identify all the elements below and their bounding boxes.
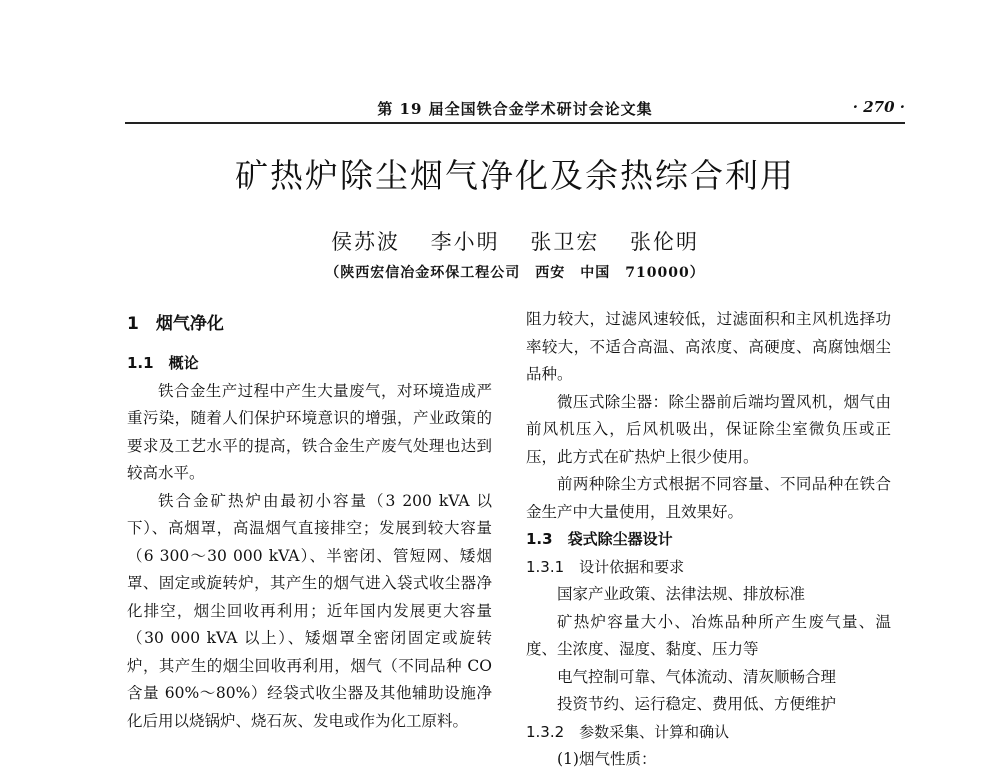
section-heading: 1 烟气净化 xyxy=(127,314,224,334)
list-item: 矿热炉容量大小、冶炼品种所产生废气量、温度、尘浓度、湿度、黏度、压力等 xyxy=(526,612,891,658)
page-number: · 270 · xyxy=(852,98,905,116)
running-header xyxy=(125,98,905,124)
subsection-heading: 1.3 袋式除尘器设计 xyxy=(526,530,673,548)
subsection-heading: 1.1 概论 xyxy=(127,354,199,372)
paragraph: 铁合金矿热炉由最初小容量（3 200 kVA 以下）、高烟罩，高温烟气直接排空；发展到较大容量（6 300～30 000 kVA）、半密闭、管短网、矮烟罩、固定或旋转炉，其产生的烟气进入袋式收尘器净化排空，烟尘回收再利用；近年国内发展更大容量（30 000 kVA 以上）、矮烟罩全密闭固定或旋转炉，其产生的烟尘回收再利用，烟气（不同品种 CO 含量 60%～80%）经袋式收尘器及其他辅助设施净化后用以烧锅炉、烧石灰、发电或作为化工原料。 xyxy=(127,491,492,730)
paragraph: 微压式除尘器：除尘器前后端均置风机，烟气由前风机压入，后风机吸出，保证除尘室微负压或正压，此方式在矿热炉上很少使用。 xyxy=(526,392,891,466)
paragraph: 前两种除尘方式根据不同容量、不同品种在铁合金生产中大量使用，且效果好。 xyxy=(526,475,891,521)
subsubsection-heading: 1.3.2 参数采集、计算和确认 xyxy=(526,722,730,741)
list-item: 电气控制可靠、气体流动、清灰顺畅合理 xyxy=(557,667,837,686)
list-item: (1)烟气性质： xyxy=(557,750,657,768)
paragraph: 铁合金生产过程中产生大量废气，对环境造成严重污染，随着人们保护环境意识的增强，产业政策的要求及工艺水平的提高，铁合金生产废气处理也达到较高水平。 xyxy=(127,381,492,482)
list-item: 投资节约、运行稳定、费用低、方便维护 xyxy=(557,695,837,713)
subsubsection-heading: 1.3.1 设计依据和要求 xyxy=(526,557,685,576)
author-name: 李小明 xyxy=(430,230,500,254)
right-column xyxy=(526,306,891,774)
journal-name: 第 19 届全国铁合金学术研讨会论文集 xyxy=(377,100,653,118)
paper-title: 矿热炉除尘烟气净化及余热综合利用 xyxy=(235,156,795,195)
left-column xyxy=(127,306,492,735)
author-name: 张卫宏 xyxy=(530,230,600,254)
author-list xyxy=(125,226,905,256)
author-name: 张伦明 xyxy=(630,230,700,254)
affiliation: （陕西宏信冶金环保工程公司 西安 中国 710000） xyxy=(325,265,705,281)
paragraph: 阻力较大，过滤风速较低，过滤面积和主风机选择功率较大，不适合高温、高浓度、高硬度、高腐蚀烟尘品种。 xyxy=(526,310,891,383)
list-item: 国家产业政策、法律法规、排放标准 xyxy=(557,585,806,603)
author-name: 侯苏波 xyxy=(330,230,400,254)
